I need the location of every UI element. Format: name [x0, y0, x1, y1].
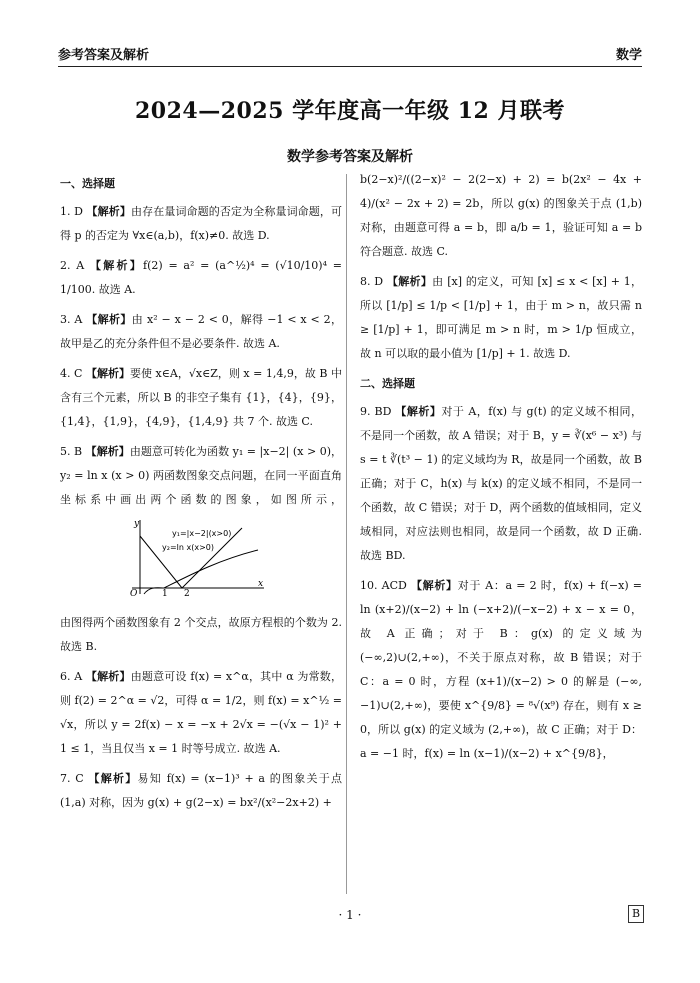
answer-number: 6. A: [60, 670, 83, 683]
answer-text: 对于 A：a = 2 时，f(x) + f(−x) = ln (x+2)/(x−2) + ln (−x+2)/(−x−2) + x − x = 0，故 A 正确；对于 B：g(x) 的定义域为 (−∞,2)∪(2,+∞)，不关于原点对称，故 B 错误；对于 C：a = 0 时，方程 (x+1)/(x−2) > 0 的解是 (−∞,−1)∪(2,+∞)，要使 x^{9/8} = ⁸√(x⁹) 存在，则有 x ≥ 0，所以 g(x) 的定义域为 (2,+∞)，故 C 正确；对于 D：a = −1 时，f(x) = ln (x−1)/(x−2) + x^{9/8}，: [360, 579, 642, 760]
analysis-tag: 【解析】: [86, 205, 131, 218]
answer-number: 7. C: [60, 772, 84, 785]
graph-y2-ln: [144, 550, 258, 594]
label-y-axis: y: [134, 519, 140, 529]
answer-item-2: [60, 254, 342, 302]
answer-item-3: [60, 308, 342, 356]
answer-text: 要使 x∈A，√x∈Z，则 x = 1,4,9，故 B 中含有三个元素，所以 B 的非空子集有 {1}，{4}，{9}，{1,4}，{1,9}，{4,9}，{1,4,9} 共 7 个. 故选 C.: [60, 367, 343, 428]
section-heading-choice: 一、选择题: [60, 177, 115, 190]
answer-number: 9. BD: [360, 405, 392, 418]
page-subtitle: 数学参考答案及解析: [287, 149, 413, 165]
answer-number: 5. B: [60, 445, 83, 458]
label-y2: y₂=ln x(x>0): [162, 543, 214, 552]
analysis-tag: 【解析】: [386, 275, 433, 288]
header-left: 参考答案及解析: [58, 48, 150, 63]
analysis-tag: 【解析】: [85, 367, 131, 380]
analysis-tag: 【解析】: [411, 579, 458, 592]
answer-item-9: [360, 400, 642, 568]
answer-number: 4. C: [60, 367, 83, 380]
answer-item-5: [60, 440, 342, 659]
answer-item-7-cont: [360, 168, 642, 264]
right-column: [360, 168, 642, 772]
version-badge: B: [628, 905, 644, 923]
answer-number: 1. D: [60, 205, 83, 218]
label-origin: O: [130, 589, 138, 596]
page-title: 2024—2025 学年度高一年级 12 月联考: [134, 98, 566, 124]
label-x-axis: x: [258, 579, 264, 589]
answer-number: 8. D: [360, 275, 384, 288]
tick-1: 1: [162, 589, 168, 596]
answer-text: 由题意可转化为函数 y₁ = |x−2| (x > 0)，y₂ = ln x (x > 0) 两函数图象交点问题，在同一平面直角坐标系中画出两个函数的图象，如图所示，: [60, 445, 343, 506]
answer-item-4: [60, 362, 342, 434]
answer-number: 3. A: [60, 313, 83, 326]
column-divider: [346, 174, 347, 894]
answer-item-10: [360, 574, 642, 766]
function-graph-figure: [118, 516, 268, 596]
answer-text: 易知 f(x) = (x−1)³ + a 的图象关于点 (1,a) 对称，因为 g(x) + g(2−x) = bx²/(x²−2x+2) +: [60, 772, 343, 809]
header-subject: 数学: [615, 48, 642, 63]
answer-item-7: [60, 767, 342, 815]
analysis-tag: 【解析】: [88, 772, 138, 785]
answer-text-cont: 由图得两个函数图象有 2 个交点，故原方程根的个数为 2. 故选 B.: [60, 616, 342, 653]
answer-item-6: [60, 665, 342, 761]
page-number: · 1 ·: [338, 908, 362, 922]
answer-text: b(2−x)²/((2−x)² − 2(2−x) + 2) = b(2x² − 4x + 4)/(x² − 2x + 2) = 2b，所以 g(x) 的图象关于点 (1,b) 对称，由题意可得 a = b，即 a/b = 1，验证可知 a = b 符合题意. 故选 C.: [360, 173, 642, 258]
analysis-tag: 【解析】: [85, 670, 131, 683]
page-header: [58, 38, 642, 67]
analysis-tag: 【解析】: [89, 259, 144, 272]
analysis-tag: 【解析】: [85, 445, 130, 458]
answer-item-8: [360, 270, 642, 366]
analysis-tag: 【解析】: [395, 405, 442, 418]
answer-number: 10. ACD: [360, 579, 407, 592]
answer-item-1: [60, 200, 342, 248]
answer-text: 对于 A，f(x) 与 g(t) 的定义域不相同，不是同一个函数，故 A 错误；对于 B，y = ∛(x⁶ − x³) 与 s = t ∛(t³ − 1) 的定义域均为 R，故是同一个函数，故 B 正确；对于 C，h(x) 与 k(x) 的定义域不相同，不是同一个函数，故 C 错误；对于 D，两个函数的值域相同，定义域相同，对应法则也相同，故是同一个函数，故 D 正确. 故选 BD.: [360, 405, 643, 562]
answer-text: 由 [x] 的定义，可知 [x] ≤ x < [x] + 1，所以 [1/p] ≤ 1/p < [1/p] + 1，由于 m > n，故只需 n ≥ [1/p] + 1，即可满足 m > n 时，m > 1/p 恒成立，故 n 可以取的最小值为 [1/p] + 1. 故选 D.: [360, 275, 643, 360]
answer-text: 由存在量词命题的否定为全称量词命题，可得 p 的否定为 ∀x∈(a,b)，f(x)≠0. 故选 D.: [60, 205, 343, 242]
section-heading-multi: 二、选择题: [360, 377, 415, 390]
left-column: [60, 172, 342, 821]
label-y1: y₁=|x−2|(x>0): [172, 529, 232, 538]
analysis-tag: 【解析】: [86, 313, 132, 326]
tick-2: 2: [184, 589, 190, 596]
answer-text: 由 x² − x − 2 < 0，解得 −1 < x < 2，故甲是乙的充分条件但不是必要条件. 故选 A.: [60, 313, 343, 350]
answer-text: 由题意可设 f(x) = x^α，其中 α 为常数，则 f(2) = 2^α = √2，可得 α = 1/2，则 f(x) = x^½ = √x，所以 y = 2f(x) − x = −x + 2√x = −(√x − 1)² + 1 ≤ 1，当且仅当 x = 1 时等号成立. 故选 A.: [60, 670, 343, 755]
answer-text: f(2) = a² = (a^½)⁴ = (√10/10)⁴ = 1/100. 故选 A.: [60, 259, 342, 296]
answer-number: 2. A: [60, 259, 85, 272]
